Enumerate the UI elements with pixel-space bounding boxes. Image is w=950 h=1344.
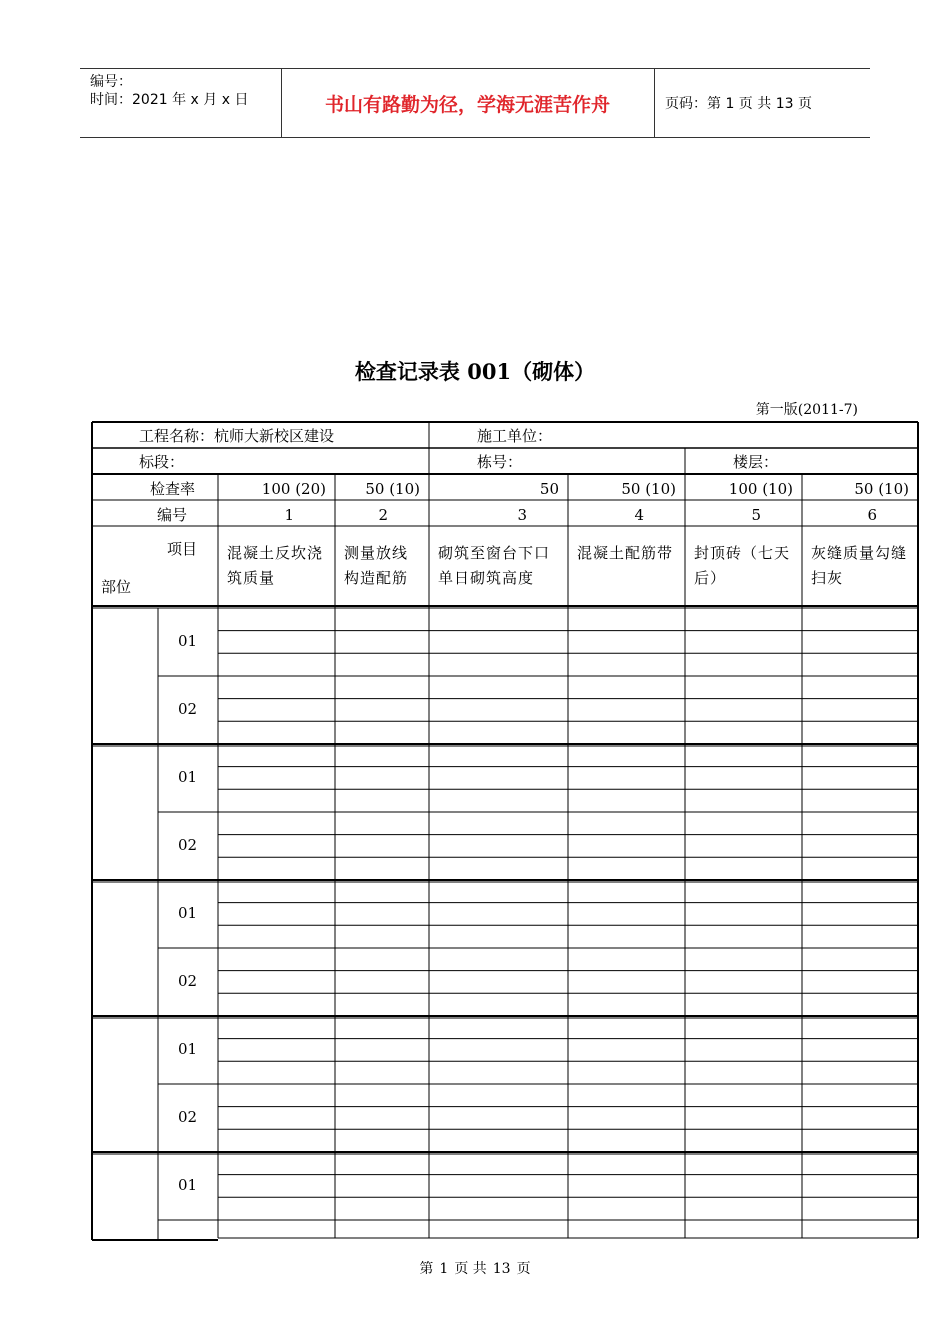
footer-page-total: 13 bbox=[492, 1261, 511, 1277]
footer-suffix: 页 bbox=[516, 1261, 531, 1277]
item-header: 灰缝质量勾缝扫灰 bbox=[811, 544, 908, 587]
column-number: 6 bbox=[867, 506, 877, 524]
version-label: 第一版(2011-7) bbox=[755, 402, 858, 418]
serial-label: 编号： bbox=[90, 74, 132, 90]
floor-label: 楼层： bbox=[733, 453, 779, 471]
sub-part-label: 01 bbox=[178, 1176, 198, 1194]
inspection-table bbox=[91, 421, 920, 1242]
header-divider bbox=[654, 69, 655, 137]
sub-part-label: 02 bbox=[178, 700, 198, 718]
rate-value: 100 (20) bbox=[261, 480, 326, 498]
building-label: 栋号： bbox=[477, 453, 523, 471]
rate-value: 50 (10) bbox=[854, 480, 909, 498]
section-label: 标段： bbox=[139, 453, 185, 471]
header-page-info: 页码：第 1 页 共 13 页 bbox=[665, 96, 812, 112]
item-header: 混凝土配筋带 bbox=[577, 544, 674, 562]
sub-part-label: 01 bbox=[178, 632, 198, 650]
rate-value: 50 (10) bbox=[621, 480, 676, 498]
header-left bbox=[90, 73, 248, 109]
footer-prefix: 第 bbox=[419, 1261, 434, 1277]
rate-value: 50 (10) bbox=[365, 480, 420, 498]
item-header: 测量放线构造配筋 bbox=[344, 544, 409, 587]
column-number: 1 bbox=[284, 506, 294, 524]
page-header bbox=[80, 68, 870, 138]
rate-label: 检查率 bbox=[150, 480, 196, 498]
rate-value: 50 bbox=[539, 480, 559, 498]
item-header: 封顶砖（七天后） bbox=[694, 544, 791, 587]
page-footer bbox=[0, 1258, 950, 1278]
column-number: 3 bbox=[517, 506, 527, 524]
column-number: 4 bbox=[634, 506, 644, 524]
sub-part-label: 02 bbox=[178, 1108, 198, 1126]
item-header: 混凝土反坎浇筑质量 bbox=[227, 544, 324, 587]
footer-mid: 页 共 bbox=[454, 1261, 487, 1277]
time-label: 时间：2021 年 x 月 x 日 bbox=[90, 92, 249, 108]
sub-part-label: 01 bbox=[178, 904, 198, 922]
column-number: 2 bbox=[378, 506, 388, 524]
column-number: 5 bbox=[751, 506, 761, 524]
construction-unit: 施工单位： bbox=[477, 427, 553, 445]
sub-part-label: 01 bbox=[178, 1040, 198, 1058]
corner-part-label: 部位 bbox=[101, 578, 132, 596]
sub-part-label: 02 bbox=[178, 972, 198, 990]
project-name: 工程名称：杭师大新校区建设 bbox=[139, 427, 335, 445]
item-header: 砌筑至窗台下口单日砌筑高度 bbox=[438, 544, 551, 587]
header-motto: 书山有路勤为径，学海无涯苦作舟 bbox=[324, 93, 610, 116]
sub-part-label: 01 bbox=[178, 768, 198, 786]
sub-part-label: 02 bbox=[178, 836, 198, 854]
number-label: 编号 bbox=[157, 506, 188, 524]
footer-page-num: 1 bbox=[439, 1261, 449, 1277]
rate-value: 100 (10) bbox=[728, 480, 793, 498]
document-title: 检查记录表 001（砌体） bbox=[354, 359, 596, 384]
corner-item-label: 项目 bbox=[167, 540, 198, 558]
